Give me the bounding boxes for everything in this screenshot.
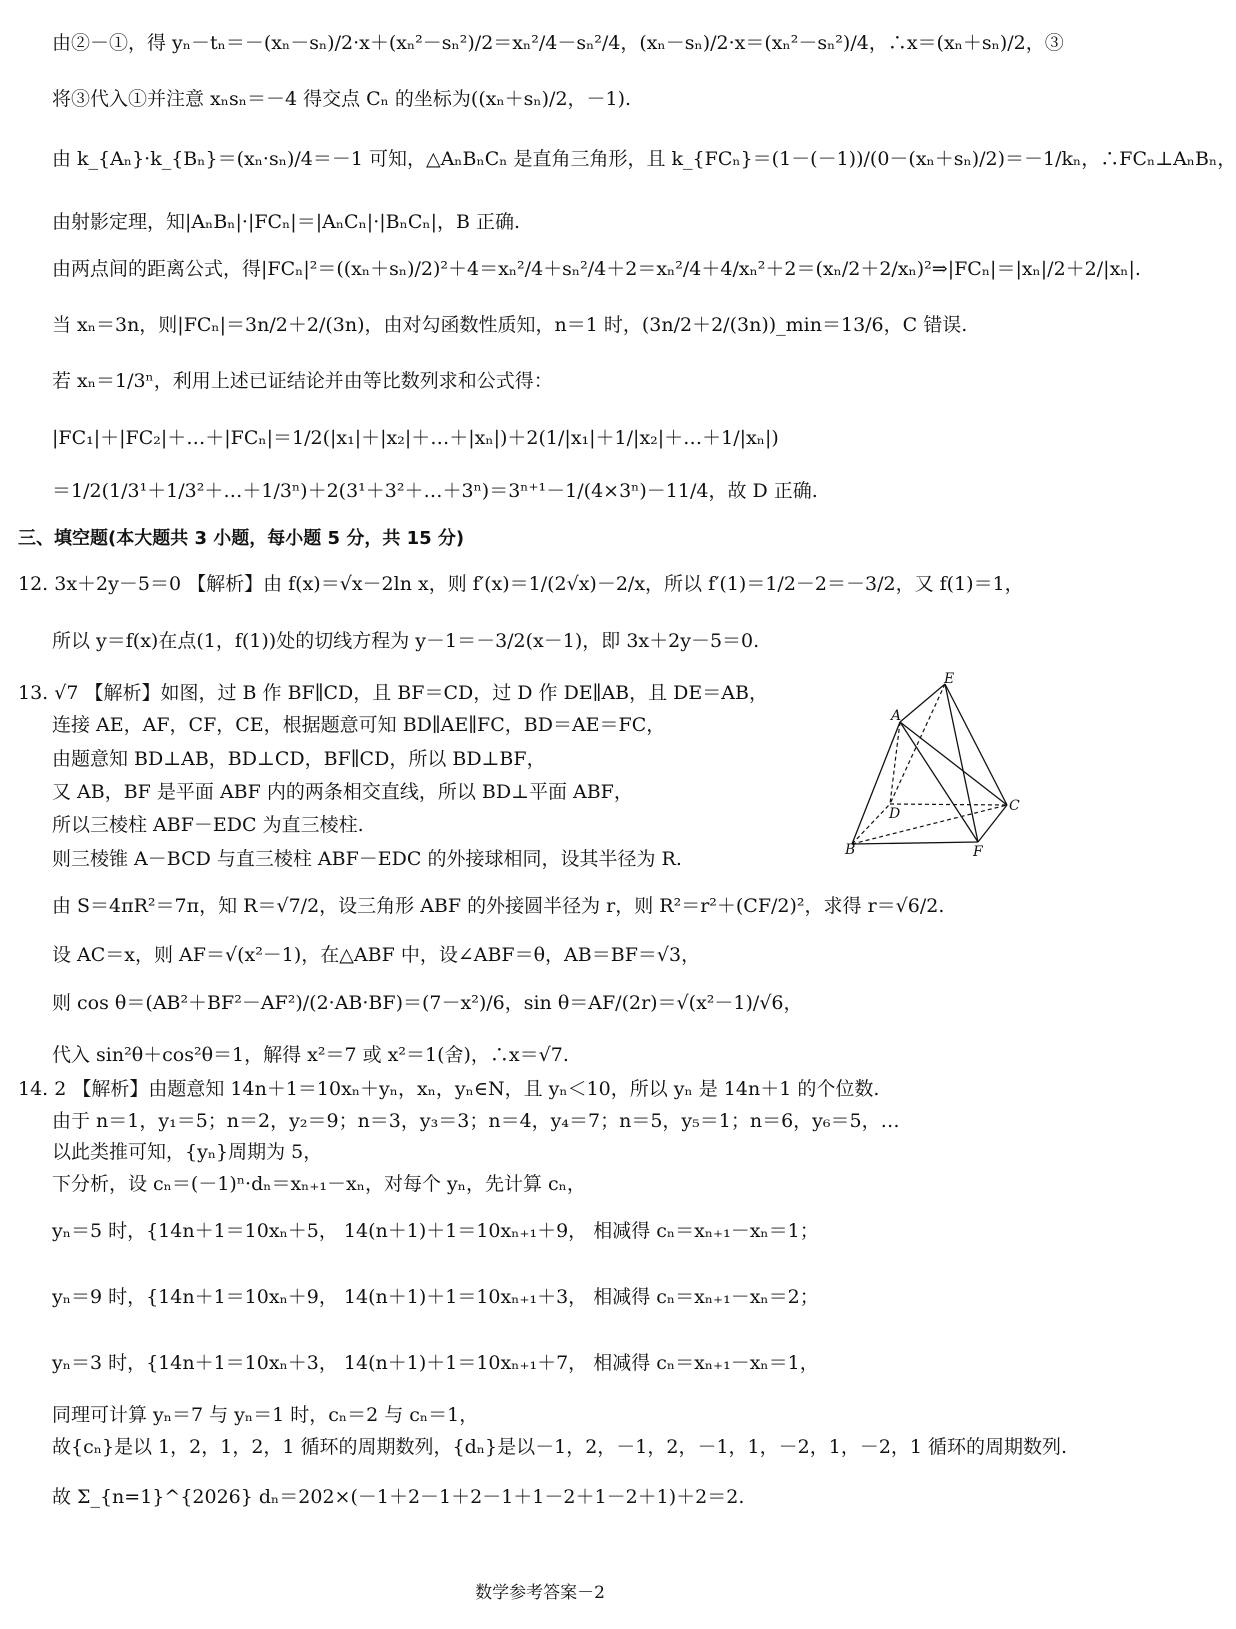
text-line: 由题意知 BD⊥AB，BD⊥CD，BF∥CD，所以 BD⊥BF， [52,748,546,770]
text-line: 设 AC＝x，则 AF＝√(x²－1)，在△ABF 中，设∠ABF＝θ，AB＝BF＝√3， [52,944,701,966]
text-line: 同理可计算 yₙ＝7 与 yₙ＝1 时，cₙ＝2 与 cₙ＝1， [52,1404,479,1426]
text-line: yₙ＝5 时，{14n＋1＝10xₙ＋5， 14(n＋1)＋1＝10xₙ₊₁＋9， 相减得 cₙ＝xₙ₊₁－xₙ＝1； [52,1220,819,1242]
text-line: 又 AB，BF 是平面 ABF 内的两条相交直线，所以 BD⊥平面 ABF， [52,781,633,803]
text-line: 13. √7 【解析】如图，过 B 作 BF∥CD，且 BF＝CD，过 D 作 DE∥AB，且 DE＝AB， [18,682,768,704]
text-line: yₙ＝9 时，{14n＋1＝10xₙ＋9， 14(n＋1)＋1＝10xₙ₊₁＋3， 相减得 cₙ＝xₙ₊₁－xₙ＝2； [52,1286,819,1308]
prism-figure [845,672,1035,862]
text-line: |FC₁|＋|FC₂|＋…＋|FCₙ|＝1/2(|x₁|＋|x₂|＋…＋|xₙ|)＋2(1/|x₁|＋1/|x₂|＋…＋1/|xₙ|) [52,427,779,449]
text-line: yₙ＝3 时，{14n＋1＝10xₙ＋3， 14(n＋1)＋1＝10xₙ₊₁＋7， 相减得 cₙ＝xₙ₊₁－xₙ＝1， [52,1352,819,1374]
text-line: 由 S＝4πR²＝7π，知 R＝√7/2，设三角形 ABF 的外接圆半径为 r，则 R²＝r²＋(CF/2)²，求得 r＝√6/2. [52,895,945,917]
label-d: D [889,806,901,822]
text-line: 连接 AE，AF，CF，CE，根据题意可知 BD∥AE∥FC，BD＝AE＝FC， [52,714,666,736]
text-line: 故{cₙ}是以 1，2，1，2，1 循环的周期数列，{dₙ}是以－1，2，－1，2，－1，1，－2，1，－2，1 循环的周期数列. [52,1436,1068,1458]
text-line: 由两点间的距离公式，得|FCₙ|²＝((xₙ＋sₙ)/2)²＋4＝xₙ²/4＋sₙ²/4＋2＝xₙ²/4＋4/xₙ²＋2＝(xₙ/2＋2/xₙ)²⇒|FCₙ|＝|xₙ|/2＋2/|xₙ|. [52,258,1141,280]
text-line: 由射影定理，知|AₙBₙ|·|FCₙ|＝|AₙCₙ|·|BₙCₙ|，B 正确. [52,211,521,233]
text-line: ＝1/2(1/3¹＋1/3²＋…＋1/3ⁿ)＋2(3¹＋3²＋…＋3ⁿ)＝3ⁿ⁺¹－1/(4×3ⁿ)－11/4，故 D 正确. [52,480,818,502]
text-line: 14. 2 【解析】由题意知 14n＋1＝10xₙ＋yₙ，xₙ，yₙ∈N，且 yₙ＜10，所以 yₙ 是 14n＋1 的个位数. [18,1078,880,1100]
label-e: E [944,671,955,687]
text-line: 故 Σ_{n=1}^{2026} dₙ＝202×(－1＋2－1＋2－1＋1－2＋1－2＋1)＋2＝2. [52,1486,745,1508]
text-line: 由 k_{Aₙ}·k_{Bₙ}＝(xₙ·sₙ)/4＝－1 可知，△AₙBₙCₙ 是直角三角形，且 k_{FCₙ}＝(1－(－1))/(0－(xₙ＋sₙ)/2)＝－1/kₙ，∴FCₙ⊥AₙBₙ， [52,148,1236,170]
text-line: 则 cos θ＝(AB²＋BF²－AF²)/(2·AB·BF)＝(7－x²)/6，sin θ＝AF/(2r)＝√(x²－1)/√6， [52,992,803,1014]
label-c: C [1009,798,1020,814]
text-line: 所以三棱柱 ABF－EDC 为直三棱柱. [52,814,364,836]
text-line: 由②－①，得 yₙ－tₙ＝－(xₙ－sₙ)/2·x＋(xₙ²－sₙ²)/2＝xₙ²/4－sₙ²/4，(xₙ－sₙ)/2·x＝(xₙ²－sₙ²)/4，∴x＝(xₙ＋sₙ)/2，③ [52,32,1064,54]
text-line: 由于 n＝1，y₁＝5；n＝2，y₂＝9；n＝3，y₃＝3；n＝4，y₄＝7；n＝5，y₅＝1；n＝6，y₆＝5，… [52,1110,900,1132]
text-line: 以此类推可知，{yₙ}周期为 5， [52,1141,323,1163]
label-f: F [973,844,983,860]
label-b: B [845,842,856,858]
label-a: A [891,708,902,724]
text-line: 将③代入①并注意 xₙsₙ＝－4 得交点 Cₙ 的坐标为((xₙ＋sₙ)/2，－1). [52,88,632,110]
text-line: 所以 y＝f(x)在点(1，f(1))处的切线方程为 y－1＝－3/2(x－1)，即 3x＋2y－5＝0. [52,630,760,652]
text-line: 当 xₙ＝3n，则|FCₙ|＝3n/2＋2/(3n)，由对勾函数性质知，n＝1 时，(3n/2＋2/(3n))_min＝13/6，C 错误. [52,314,968,336]
text-line: 则三棱锥 A－BCD 与直三棱柱 ABF－EDC 的外接球相同，设其半径为 R. [52,848,682,870]
page-footer: 数学参考答案－2 [475,1583,605,1603]
text-line: 下分析，设 cₙ＝(－1)ⁿ·dₙ＝xₙ₊₁－xₙ，对每个 yₙ，先计算 cₙ， [52,1173,586,1195]
text-line: 12. 3x＋2y－5＝0 【解析】由 f(x)＝√x－2ln x，则 f′(x)＝1/(2√x)－2/x，所以 f′(1)＝1/2－2＝－3/2，又 f(1)＝1， [18,573,1024,595]
text-line: 代入 sin²θ＋cos²θ＝1，解得 x²＝7 或 x²＝1(舍)，∴x＝√7. [52,1044,569,1066]
text-line: 若 xₙ＝1/3ⁿ，利用上述已证结论并由等比数列求和公式得： [52,370,553,392]
section-heading: 三、填空题(本大题共 3 小题，每小题 5 分，共 15 分) [18,528,465,549]
